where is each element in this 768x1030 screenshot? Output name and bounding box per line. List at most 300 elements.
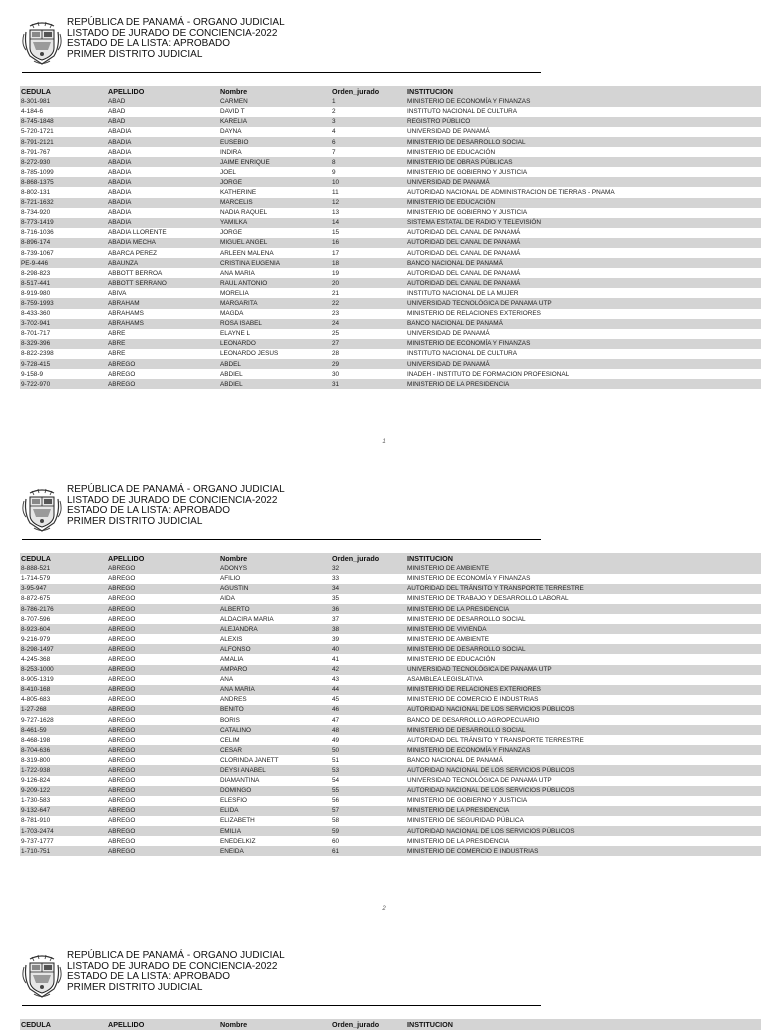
table-row	[20, 268, 761, 278]
cell-institucion: UNIVERSIDAD TECNOLÓGICA DE PANAMA UTP	[407, 777, 552, 785]
cell-nombre: JAIME ENRIQUE	[219, 157, 331, 167]
cell-nombre: ALBERTO	[219, 604, 331, 614]
cell-cedula: 9-728-415	[20, 359, 107, 369]
cell-cedula: 8-468-198	[21, 736, 51, 744]
coat-of-arms-icon	[22, 487, 62, 533]
cell-orden: 38	[331, 624, 406, 634]
table-row	[20, 127, 761, 137]
cell-cedula: 5-720-1721	[21, 128, 54, 136]
table-row	[20, 309, 761, 319]
cell-nombre: DEYSI ANABEL	[219, 765, 331, 775]
cell-apellido: ABREGO	[108, 635, 136, 643]
cell-institucion: BANCO NACIONAL DE PANAMÁ	[406, 319, 761, 329]
cell-orden: 49	[332, 736, 340, 744]
cell-apellido: ABREGO	[107, 584, 219, 594]
cell-nombre: ROSA ISABEL	[219, 319, 331, 329]
cell-nombre: DIAMANTINA	[220, 777, 260, 785]
col-header-orden: Orden_jurado	[331, 86, 406, 97]
cell-institucion: BANCO DE DESARROLLO AGROPECUARIO	[407, 716, 540, 724]
cell-cedula: 4-184-6	[21, 108, 44, 116]
cell-apellido: ABREGO	[108, 777, 136, 785]
cell-nombre: MARGARITA	[219, 298, 331, 308]
cell-nombre: ALEJANDRA	[219, 624, 331, 634]
cell-nombre: MAGDA	[220, 310, 244, 318]
cell-apellido: ABRAHAMS	[108, 310, 144, 318]
header-line-district: PRIMER DISTRITO JUDICIAL	[67, 515, 203, 527]
cell-apellido: ABADIA	[108, 188, 132, 196]
cell-institucion: MINISTERIO DE GOBIERNO Y JUSTICIA	[407, 797, 528, 805]
cell-nombre: EUSEBIO	[219, 137, 331, 147]
cell-cedula: 8-919-980	[21, 289, 51, 297]
cell-apellido: ABAD	[107, 117, 219, 127]
table-row	[20, 107, 761, 117]
cell-cedula: 3-95-947	[20, 584, 107, 594]
cell-orden: 50	[331, 745, 406, 755]
cell-cedula: 8-905-1319	[21, 676, 54, 684]
table-row	[20, 137, 761, 147]
table-row	[20, 725, 761, 735]
cell-orden: 14	[331, 218, 406, 228]
table-row	[20, 735, 761, 745]
cell-institucion: UNIVERSIDAD DE PANAMÁ	[406, 359, 761, 369]
cell-orden: 51	[332, 756, 340, 764]
cell-cedula: 9-209-122	[20, 786, 107, 796]
cell-cedula: 8-716-1036	[21, 229, 54, 237]
cell-apellido: ABIVA	[108, 289, 127, 297]
col-header-nombre: Nombre	[219, 86, 331, 97]
cell-orden: 40	[331, 644, 406, 654]
jury-table	[20, 553, 761, 856]
cell-cedula: 8-759-1993	[20, 298, 107, 308]
table-row	[20, 238, 761, 248]
header-text	[67, 18, 285, 60]
col-header-cedula: CEDULA	[20, 1019, 107, 1030]
cell-orden: 25	[332, 330, 340, 338]
cell-apellido: ABREGO	[108, 716, 136, 724]
cell-nombre: DAVID T	[220, 108, 245, 116]
table-row	[20, 208, 761, 218]
cell-cedula: 8-721-1632	[20, 198, 107, 208]
cell-nombre: NADIA RAQUEL	[220, 209, 268, 217]
col-header-orden: Orden_jurado	[331, 553, 406, 564]
cell-apellido: ABREGO	[108, 817, 136, 825]
cell-orden: 43	[332, 676, 340, 684]
cell-institucion: MINISTERIO DE LA PRESIDENCIA	[406, 379, 761, 389]
cell-orden: 42	[331, 665, 406, 675]
table-row	[20, 329, 761, 339]
table-row	[20, 745, 761, 755]
table-row	[20, 836, 761, 846]
cell-nombre: CARMEN	[219, 97, 331, 107]
table-row	[20, 379, 761, 389]
cell-nombre: BORIS	[220, 716, 240, 724]
cell-nombre: INDIRA	[220, 148, 242, 156]
cell-cedula: 1-703-2474	[20, 826, 107, 836]
table-row	[20, 228, 761, 238]
cell-orden: 17	[332, 249, 340, 257]
table-row	[20, 644, 761, 654]
cell-apellido: ABADIA	[108, 148, 132, 156]
cell-apellido: ABREGO	[107, 806, 219, 816]
cell-institucion: MINISTERIO DE RELACIONES EXTERIORES	[407, 310, 541, 318]
cell-institucion: AUTORIDAD NACIONAL DE LOS SERVICIOS PÚBLICOS	[406, 765, 761, 775]
cell-cedula: 8-773-1419	[20, 218, 107, 228]
cell-orden: 32	[331, 564, 406, 574]
cell-cedula: 8-461-59	[20, 725, 107, 735]
cell-institucion: MINISTERIO DE DESARROLLO SOCIAL	[406, 725, 761, 735]
table-row	[20, 846, 761, 856]
cell-nombre: EMILIA	[219, 826, 331, 836]
cell-cedula: 4-805-683	[21, 696, 51, 704]
cell-cedula: 8-301-981	[20, 97, 107, 107]
col-header-nombre: Nombre	[219, 1019, 331, 1030]
cell-orden: 2	[332, 108, 336, 116]
cell-nombre: ALDACIRA MARIA	[220, 615, 274, 623]
cell-cedula: 9-158-9	[21, 370, 44, 378]
cell-orden: 6	[331, 137, 406, 147]
cell-cedula: 8-872-675	[21, 595, 51, 603]
cell-orden: 22	[331, 298, 406, 308]
cell-nombre: KATHERINE	[220, 188, 257, 196]
cell-nombre: AFILIO	[220, 575, 241, 583]
cell-apellido: ABADIA	[108, 209, 132, 217]
cell-nombre: KARELIA	[219, 117, 331, 127]
table-row	[20, 594, 761, 604]
cell-apellido: ABREGO	[107, 786, 219, 796]
cell-nombre: JORGE	[220, 229, 243, 237]
cell-orden: 29	[331, 359, 406, 369]
cell-institucion: MINISTERIO DE OBRAS PÚBLICAS	[406, 157, 761, 167]
cell-nombre: ALFONSO	[219, 644, 331, 654]
cell-apellido: ABREGO	[108, 595, 136, 603]
cell-nombre: YAMILKA	[219, 218, 331, 228]
cell-nombre: CELIM	[220, 736, 240, 744]
cell-orden: 39	[332, 635, 340, 643]
cell-orden: 60	[332, 837, 340, 845]
cell-institucion: UNIVERSIDAD TECNOLÓGICA DE PANAMA UTP	[406, 665, 761, 675]
cell-apellido: ABADIA LLORENTE	[108, 229, 167, 237]
page-number: 1	[382, 439, 386, 445]
cell-institucion: MINISTERIO DE TRABAJO Y DESARROLLO LABORAL	[407, 595, 569, 603]
table-row	[20, 665, 761, 675]
cell-orden: 24	[331, 319, 406, 329]
cell-cedula: 8-298-823	[21, 269, 51, 277]
cell-cedula: 8-329-396	[20, 339, 107, 349]
header-rule	[22, 72, 541, 73]
cell-apellido: ABREGO	[107, 705, 219, 715]
cell-institucion: MINISTERIO DE ECONOMÍA Y FINANZAS	[406, 339, 761, 349]
cell-cedula: 8-791-767	[21, 148, 51, 156]
cell-institucion: MINISTERIO DE EDUCACIÓN	[407, 655, 496, 663]
cell-orden: 27	[331, 339, 406, 349]
cell-orden: 10	[331, 177, 406, 187]
cell-nombre: ALEXIS	[220, 635, 243, 643]
table-row	[20, 157, 761, 167]
cell-cedula: 8-896-174	[20, 238, 107, 248]
table-row	[20, 167, 761, 177]
cell-apellido: ABBOTT BERROA	[108, 269, 163, 277]
cell-institucion: SISTEMA ESTATAL DE RADIO Y TELEVISIÓN	[406, 218, 761, 228]
cell-orden: 41	[332, 655, 340, 663]
table-row	[20, 604, 761, 614]
table-row	[20, 248, 761, 258]
cell-apellido: ABREGO	[107, 846, 219, 856]
cell-institucion: MINISTERIO DE SEGURIDAD PÚBLICA	[407, 817, 524, 825]
cell-nombre: DOMINGO	[219, 786, 331, 796]
cell-apellido: ABADIA	[107, 137, 219, 147]
cell-cedula: 1-710-751	[20, 846, 107, 856]
header-line-status: ESTADO DE LA LISTA: APROBADO	[67, 971, 231, 983]
table-row	[20, 776, 761, 786]
coat-of-arms-icon	[22, 20, 62, 66]
coat-of-arms-icon	[22, 953, 62, 999]
cell-cedula: 8-888-521	[20, 564, 107, 574]
cell-institucion: ASAMBLEA LEGISLATIVA	[407, 676, 483, 684]
page-header	[22, 951, 542, 1009]
cell-apellido: ABADIA	[108, 168, 132, 176]
table-row	[20, 574, 761, 584]
table-header-row	[20, 1019, 761, 1030]
table-row	[20, 198, 761, 208]
cell-nombre: AIDA	[220, 595, 235, 603]
cell-institucion: UNIVERSIDAD DE PANAMÁ	[407, 128, 490, 136]
table-row	[20, 187, 761, 197]
page-header	[22, 485, 542, 543]
page-number: 2	[382, 906, 386, 912]
cell-apellido: ABREGO	[107, 725, 219, 735]
header-line-list: LISTADO DE JURADO DE CONCIENCIA-2022	[67, 960, 278, 972]
cell-nombre: ADONYS	[219, 564, 331, 574]
cell-cedula: 8-319-800	[21, 756, 51, 764]
table-row	[20, 634, 761, 644]
cell-cedula: 8-745-1848	[20, 117, 107, 127]
table-row	[20, 117, 761, 127]
cell-nombre: JOEL	[220, 168, 236, 176]
cell-apellido: ABBOTT SERRANO	[107, 278, 219, 288]
cell-orden: 15	[332, 229, 340, 237]
cell-institucion: MINISTERIO DE GOBIERNO Y JUSTICIA	[407, 168, 528, 176]
cell-orden: 13	[332, 209, 340, 217]
cell-nombre: CATALINO	[219, 725, 331, 735]
cell-orden: 37	[332, 615, 340, 623]
cell-institucion: MINISTERIO DE DESARROLLO SOCIAL	[406, 644, 761, 654]
col-header-institucion: INSTITUCION	[406, 1019, 761, 1030]
cell-cedula: 1-722-938	[20, 765, 107, 775]
cell-institucion: REGISTRO PÚBLICO	[406, 117, 761, 127]
cell-orden: 3	[331, 117, 406, 127]
cell-apellido: ABREGO	[107, 745, 219, 755]
cell-apellido: ABADIA	[107, 157, 219, 167]
cell-cedula: 8-734-920	[21, 209, 51, 217]
table-row	[20, 359, 761, 369]
cell-apellido: ABREGO	[107, 564, 219, 574]
cell-orden: 61	[331, 846, 406, 856]
cell-cedula: 8-701-717	[21, 330, 51, 338]
cell-nombre: CLORINDA JANETT	[220, 756, 279, 764]
cell-nombre: ARLEEN MALENA	[220, 249, 274, 257]
cell-cedula: 8-433-360	[21, 310, 51, 318]
col-header-nombre: Nombre	[219, 553, 331, 564]
cell-nombre: DAYNA	[220, 128, 242, 136]
cell-nombre: ENEDELKIZ	[220, 837, 256, 845]
cell-institucion: MINISTERIO DE COMERCIO E INDUSTRIAS	[407, 696, 539, 704]
col-header-apellido: APELLIDO	[107, 553, 219, 564]
cell-orden: 58	[332, 817, 340, 825]
table-header-row	[20, 86, 761, 97]
cell-cedula: 8-802-131	[21, 188, 51, 196]
cell-institucion: MINISTERIO DE ECONOMÍA Y FINANZAS	[406, 745, 761, 755]
cell-apellido: ABREGO	[107, 624, 219, 634]
cell-apellido: ABREGO	[107, 665, 219, 675]
header-line-district: PRIMER DISTRITO JUDICIAL	[67, 981, 203, 993]
cell-institucion: AUTORIDAD NACIONAL DE LOS SERVICIOS PÚBLICOS	[406, 786, 761, 796]
header-line-status: ESTADO DE LA LISTA: APROBADO	[67, 505, 231, 517]
cell-apellido: ABREGO	[107, 379, 219, 389]
cell-cedula: 9-727-1628	[21, 716, 54, 724]
cell-apellido: ABADIA MECHA	[107, 238, 219, 248]
cell-cedula: 8-298-1497	[20, 644, 107, 654]
cell-cedula: 8-272-930	[20, 157, 107, 167]
cell-apellido: ABREGO	[107, 685, 219, 695]
table-row	[20, 288, 761, 298]
cell-nombre: ABDEL	[219, 359, 331, 369]
table-row	[20, 695, 761, 705]
cell-orden: 44	[331, 685, 406, 695]
cell-orden: 18	[331, 258, 406, 268]
cell-institucion: BANCO NACIONAL DE PANAMÁ	[407, 756, 503, 764]
cell-orden: 8	[331, 157, 406, 167]
cell-apellido: ABRE	[107, 339, 219, 349]
cell-cedula: 9-132-647	[20, 806, 107, 816]
cell-nombre: ABDIEL	[219, 379, 331, 389]
table-row	[20, 298, 761, 308]
cell-nombre: MORELIA	[220, 289, 249, 297]
cell-institucion: AUTORIDAD DEL CANAL DE PANAMÁ	[407, 269, 521, 277]
table-row	[20, 369, 761, 379]
col-header-orden: Orden_jurado	[331, 1019, 406, 1030]
table-row	[20, 715, 761, 725]
cell-institucion: MINISTERIO DE LA PRESIDENCIA	[406, 604, 761, 614]
header-rule	[22, 1005, 541, 1006]
cell-apellido: ABREGO	[108, 696, 136, 704]
cell-apellido: ABREGO	[107, 765, 219, 775]
cell-nombre: JORGE	[219, 177, 331, 187]
cell-apellido: ABRAHAM	[107, 298, 219, 308]
table-row	[20, 564, 761, 574]
cell-cedula: 9-722-970	[20, 379, 107, 389]
cell-nombre: ANDRES	[220, 696, 247, 704]
table-row	[20, 97, 761, 107]
table-row	[20, 147, 761, 157]
table-row	[20, 806, 761, 816]
cell-orden: 19	[332, 269, 340, 277]
cell-cedula: 4-245-368	[21, 655, 51, 663]
table-row	[20, 624, 761, 634]
cell-cedula: 9-126-824	[21, 777, 51, 785]
cell-nombre: ELIZABETH	[220, 817, 255, 825]
cell-apellido: ABADIA	[107, 198, 219, 208]
table-row	[20, 177, 761, 187]
cell-orden: 56	[332, 797, 340, 805]
cell-cedula: 9-216-979	[21, 635, 51, 643]
header-line-status: ESTADO DE LA LISTA: APROBADO	[67, 38, 231, 50]
cell-orden: 21	[332, 289, 340, 297]
cell-apellido: ABREGO	[107, 604, 219, 614]
cell-apellido: ABREGO	[108, 756, 136, 764]
cell-apellido: ABRE	[108, 350, 126, 358]
cell-nombre: MIGUEL ANGEL	[219, 238, 331, 248]
cell-institucion: AUTORIDAD DEL CANAL DE PANAMÁ	[406, 238, 761, 248]
cell-orden: 23	[332, 310, 340, 318]
cell-orden: 53	[331, 765, 406, 775]
cell-cedula: 8-707-596	[21, 615, 51, 623]
cell-institucion: INADEH - INSTITUTO DE FORMACION PROFESIONAL	[407, 370, 570, 378]
cell-institucion: UNIVERSIDAD DE PANAMÁ	[406, 177, 761, 187]
cell-nombre: AMPARO	[219, 665, 331, 675]
cell-orden: 16	[331, 238, 406, 248]
cell-apellido: ABREGO	[107, 359, 219, 369]
table-row	[20, 278, 761, 288]
cell-nombre: BENITO	[219, 705, 331, 715]
cell-nombre: MARCELIS	[219, 198, 331, 208]
cell-institucion: MINISTERIO DE ECONOMÍA Y FINANZAS	[407, 575, 531, 583]
cell-apellido: ABREGO	[108, 370, 136, 378]
cell-nombre: ANA	[220, 676, 234, 684]
cell-institucion: UNIVERSIDAD DE PANAMÁ	[407, 330, 490, 338]
table-row	[20, 339, 761, 349]
cell-institucion: MINISTERIO DE DESARROLLO SOCIAL	[406, 137, 761, 147]
cell-apellido: ABARCA PEREZ	[108, 249, 158, 257]
header-text	[67, 485, 285, 527]
cell-orden: 36	[331, 604, 406, 614]
cell-apellido: ABREGO	[107, 826, 219, 836]
cell-apellido: ABADIA	[107, 177, 219, 187]
table-row	[20, 258, 761, 268]
cell-cedula: 8-791-2121	[20, 137, 107, 147]
table-row	[20, 319, 761, 329]
cell-institucion: MINISTERIO DE EDUCACIÓN	[406, 198, 761, 208]
cell-orden: 31	[331, 379, 406, 389]
cell-nombre: ELESFIO	[220, 797, 247, 805]
col-header-apellido: APELLIDO	[107, 86, 219, 97]
cell-cedula: 1-27-268	[20, 705, 107, 715]
cell-nombre: AMALIA	[220, 655, 244, 663]
cell-institucion: UNIVERSIDAD TECNOLÓGICA DE PANAMA UTP	[406, 298, 761, 308]
cell-orden: 28	[332, 350, 340, 358]
cell-apellido: ABREGO	[108, 615, 136, 623]
cell-orden: 48	[331, 725, 406, 735]
cell-cedula: 8-781-910	[21, 817, 51, 825]
cell-apellido: ABREGO	[108, 736, 136, 744]
cell-orden: 30	[332, 370, 340, 378]
table-row	[20, 218, 761, 228]
jury-table	[20, 86, 761, 389]
cell-orden: 34	[331, 584, 406, 594]
cell-institucion: AUTORIDAD DEL CANAL DE PANAMÁ	[407, 229, 521, 237]
cell-apellido: ABAD	[107, 97, 219, 107]
table-row	[20, 786, 761, 796]
cell-cedula: 8-822-2398	[21, 350, 54, 358]
table-row	[20, 675, 761, 685]
cell-apellido: ABAD	[108, 108, 126, 116]
cell-nombre: ANA MARIA	[219, 685, 331, 695]
cell-institucion: MINISTERIO DE EDUCACIÓN	[407, 148, 496, 156]
cell-apellido: ABREGO	[108, 797, 136, 805]
cell-institucion: MINISTERIO DE AMBIENTE	[406, 564, 761, 574]
header-text	[67, 951, 285, 993]
cell-orden: 54	[332, 777, 340, 785]
cell-orden: 11	[332, 188, 339, 196]
